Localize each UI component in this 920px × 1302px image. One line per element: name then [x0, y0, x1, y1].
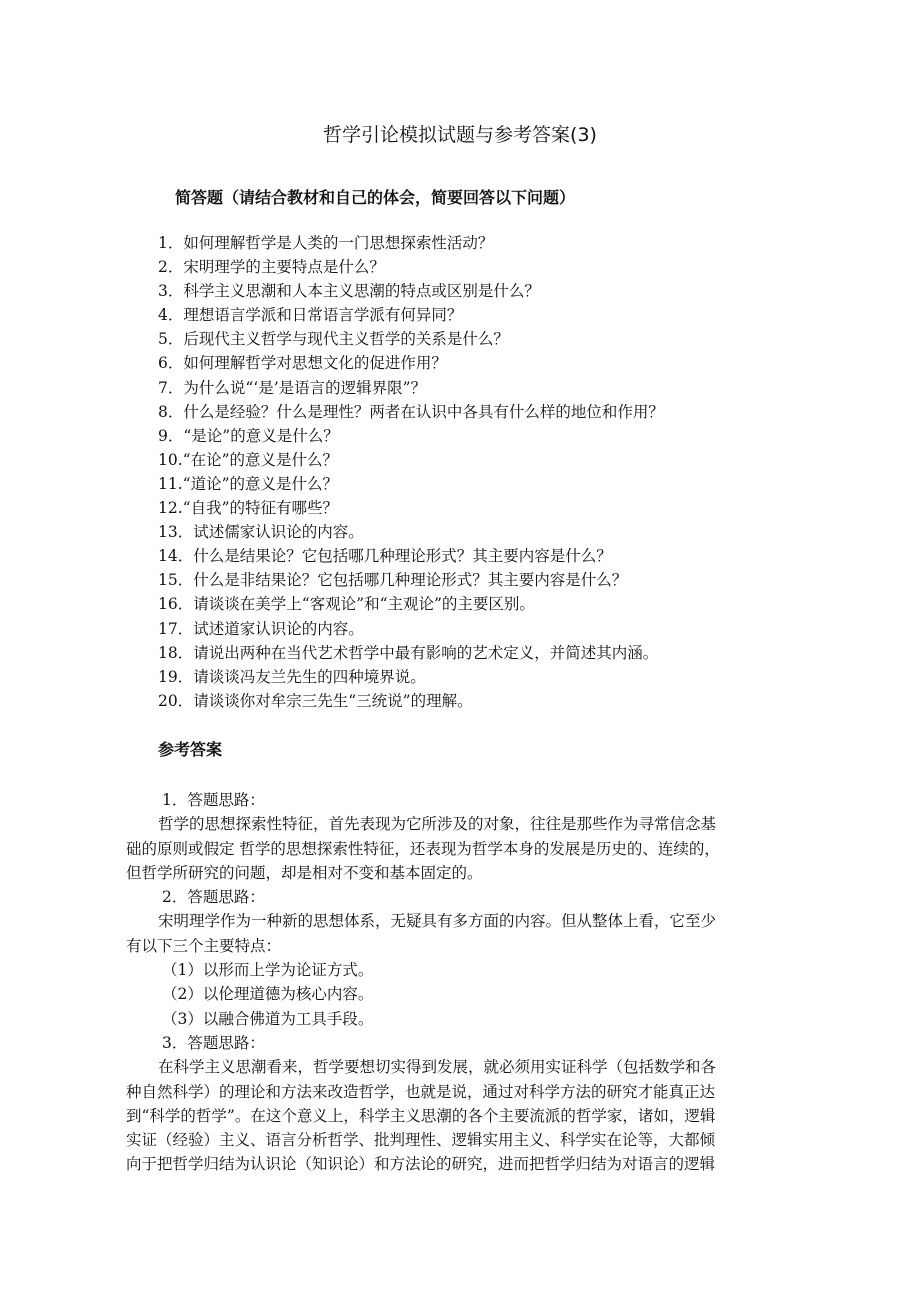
question-item: 2．宋明理学的主要特点是什么？ — [158, 258, 385, 277]
question-item: 12.“自我”的特征有哪些？ — [158, 499, 338, 518]
answer-paragraph-line: 但哲学所研究的问题，却是相对不变和基本固定的。 — [126, 863, 483, 882]
question-item: 9．“是论”的意义是什么？ — [158, 426, 339, 445]
answer-list-item: （1）以形而上学为论证方式。 — [162, 961, 374, 980]
question-item: 7．为什么说“‘是’是语言的逻辑界限”？ — [158, 378, 427, 397]
question-item: 14．什么是结果论？它包括哪几种理论形式？其主要内容是什么？ — [158, 547, 612, 566]
question-item: 20．请谈谈你对牟宗三先生“三统说”的理解。 — [158, 691, 473, 710]
question-item: 6．如何理解哲学对思想文化的促进作用？ — [158, 354, 447, 373]
question-item: 8．什么是经验？什么是理性？两者在认识中各具有什么样的地位和作用？ — [158, 402, 664, 421]
question-item: 16．请谈谈在美学上“客观论”和“主观论”的主要区别。 — [158, 595, 535, 614]
answer-paragraph-line: 有以下三个主要特点： — [126, 936, 282, 955]
question-list — [158, 231, 664, 713]
question-item: 5．后现代主义哲学与现代主义哲学的关系是什么？ — [158, 330, 509, 349]
question-item: 19．请谈谈冯友兰先生的四种境界说。 — [158, 667, 426, 686]
answer-item-heading: 2．答题思路： — [162, 888, 265, 907]
document-title: 哲学引论模拟试题与参考答案(3) — [323, 124, 597, 146]
answer-heading: 参考答案 — [158, 740, 223, 759]
section-heading: 简答题（请结合教材和自己的体会，简要回答以下问题） — [175, 188, 576, 207]
question-item: 4．理想语言学派和日常语言学派有何异同？ — [158, 306, 463, 325]
answer-paragraph-line: 在科学主义思潮看来，哲学要想切实得到发展，就必须用实证科学（包括数学和各 — [158, 1058, 717, 1077]
answer-paragraph-line: 础的原则或假定 哲学的思想探索性特征，还表现为哲学本身的发展是历史的、连续的， — [126, 839, 720, 858]
answer-list-item: （3）以融合佛道为工具手段。 — [162, 1009, 374, 1028]
answer-paragraph-line: 到“科学的哲学”。在这个意义上，科学主义思潮的各个主要流派的哲学家，诸如，逻辑 — [126, 1106, 716, 1125]
question-item: 3．科学主义思潮和人本主义思潮的特点或区别是什么？ — [158, 282, 540, 301]
answer-paragraph-line: 宋明理学作为一种新的思想体系，无疑具有多方面的内容。但从整体上看，它至少 — [158, 912, 717, 931]
answer-paragraph-line: 向于把哲学归结为认识论（知识论）和方法论的研究，进而把哲学归结为对语言的逻辑 — [126, 1155, 716, 1174]
answer-paragraph-line: 种自然科学）的理论和方法来改造哲学，也就是说，通过对科学方法的研究才能真正达 — [126, 1082, 716, 1101]
answer-paragraph-line: 哲学的思想探索性特征，首先表现为它所涉及的对象，往往是那些作为寻常信念基 — [158, 815, 717, 834]
answer-body — [126, 788, 830, 1177]
answer-item-heading: 1．答题思路： — [162, 791, 265, 809]
question-item: 1．如何理解哲学是人类的一门思想探索性活动？ — [158, 234, 494, 252]
question-item: 11.“道论”的意义是什么？ — [158, 474, 338, 493]
question-item: 13．试述儒家认识论的内容。 — [158, 523, 364, 542]
answer-item-heading: 3．答题思路： — [162, 1033, 265, 1052]
question-item: 15．什么是非结果论？它包括哪几种理论形式？其主要内容是什么？ — [158, 571, 628, 590]
question-item: 17．试述道家认识论的内容。 — [158, 619, 364, 638]
answer-list-item: （2）以伦理道德为核心内容。 — [162, 985, 374, 1004]
question-item: 18．请说出两种在当代艺术哲学中最有影响的艺术定义，并简述其内涵。 — [158, 643, 659, 662]
question-item: 10.“在论”的意义是什么？ — [158, 450, 338, 469]
answer-paragraph-line: 实证（经验）主义、语言分析哲学、批判理性、逻辑实用主义、科学实在论等，大都倾 — [126, 1131, 716, 1150]
